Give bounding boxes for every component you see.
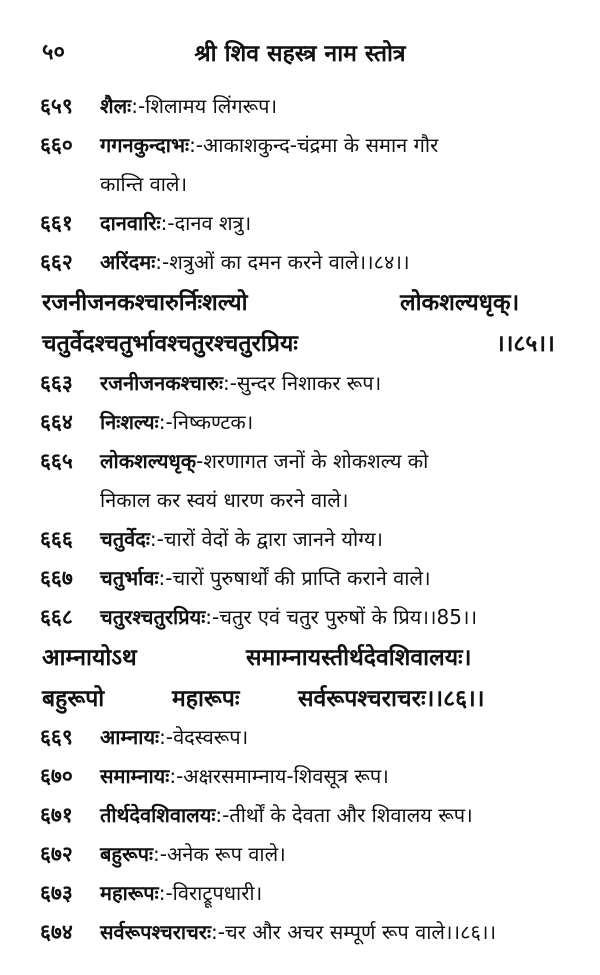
verse-text: रजनीजनकश्चारुर्निःशल्यो (42, 290, 248, 316)
entry-definition: :-चारों वेदों के द्वारा जानने योग्य। (149, 527, 383, 551)
entry-663 (0, 369, 600, 409)
entry-term: गगनकुन्दाभः (100, 133, 190, 157)
entry-term: लोकशल्यधृक् (100, 449, 197, 473)
entry-number: ६६१ (40, 211, 73, 235)
entry-definition: :-चारों पुरुषार्थों की प्राप्ति कराने वाले। (158, 566, 431, 590)
entry-671 (0, 801, 600, 841)
entry-term: आम्नायः (100, 725, 160, 749)
entry-668 (0, 603, 600, 643)
verse-line-3 (0, 640, 600, 680)
verse-text: आम्नायोऽथ (42, 645, 137, 671)
entry-667 (0, 564, 600, 604)
entry-665-continuation (0, 486, 600, 526)
verse-text: सर्वरूपश्चराचरः।।८६।। (298, 686, 485, 712)
entry-term: शैलः (100, 94, 132, 118)
entry-term: चतुर्वेदः (100, 527, 150, 551)
entry-term: बहुरूपः (100, 842, 153, 866)
entry-664 (0, 408, 600, 448)
page-header (0, 36, 600, 66)
verse-text: महारूपः (172, 686, 240, 712)
entry-659 (0, 92, 600, 132)
entry-672 (0, 840, 600, 880)
verse-text: समाम्नायस्तीर्थदेवशिवालयः। (246, 645, 472, 671)
entry-term: तीर्थदेवशिवालयः (100, 803, 216, 827)
entry-term: समाम्नायः (100, 764, 170, 788)
entry-669 (0, 723, 600, 763)
entry-number: ६६६ (40, 527, 73, 551)
entry-number: ६६७ (40, 566, 73, 590)
entry-definition: :-निष्कण्टक। (158, 410, 254, 434)
entry-660 (0, 131, 600, 171)
verse-text: बहुरूपो (42, 686, 105, 712)
entry-term: रजनीजनकश्चारुः (100, 371, 223, 395)
entry-number: ६६९ (40, 725, 73, 749)
entry-661 (0, 209, 600, 249)
page-title: श्री शिव सहस्त्र नाम स्तोत्र (194, 41, 406, 67)
entry-number: ६६८ (40, 605, 73, 629)
entry-number: ६७१ (40, 803, 73, 827)
entry-definition: :-वेदस्वरूप। (159, 725, 249, 749)
verse-line-1 (0, 285, 600, 325)
entry-term: अरिंदमः (100, 250, 156, 274)
entry-definition: :-आकाशकुन्द-चंद्रमा के समान गौर (189, 133, 439, 157)
entry-number: ६७३ (40, 881, 73, 905)
entry-662 (0, 248, 600, 288)
entry-666 (0, 525, 600, 565)
entry-673 (0, 879, 600, 919)
entry-term: निःशल्यः (100, 410, 159, 434)
entry-definition: :-शिलामय लिंगरूप। (131, 94, 278, 118)
entry-definition: -शरणागत जनों के शोकशल्य को (196, 449, 429, 473)
entry-definition-continued: निकाल कर स्वयं धारण करने वाले। (100, 488, 349, 512)
entry-number: ६७४ (40, 920, 73, 944)
entry-definition: :-चर और अचर सम्पूर्ण रूप वाले।।८६।। (211, 920, 497, 944)
entry-number: ६६० (40, 133, 73, 157)
entry-number: ६६५ (40, 449, 73, 473)
entry-number: ६६४ (40, 410, 73, 434)
entry-term: चतुर्भावः (100, 566, 159, 590)
entry-definition: :-अक्षरसमाम्नाय-शिवसूत्र रूप। (169, 764, 389, 788)
verse-text: चतुर्वेदश्चतुर्भावश्चतुरश्चतुरप्रियः (42, 331, 298, 357)
entry-definition: :-अनेक रूप वाले। (152, 842, 286, 866)
verse-number: ।।८५।। (496, 331, 555, 357)
entry-665 (0, 447, 600, 487)
entry-definition: :-दानव शत्रु। (160, 211, 252, 235)
entry-term: सर्वरूपश्चराचरः (100, 920, 212, 944)
entry-660-continuation (0, 170, 600, 210)
entry-definition: :-तीर्थों के देवता और शिवालय रूप। (215, 803, 473, 827)
entry-definition: :-विराट्रूपधारी। (158, 881, 263, 905)
entry-number: ६७० (40, 764, 73, 788)
verse-text: लोकशल्यधृक्। (400, 290, 520, 316)
entry-670 (0, 762, 600, 802)
verse-line-4 (0, 681, 600, 721)
entry-definition: :-शत्रुओं का दमन करने वाले।।८४।। (155, 250, 410, 274)
page-number: ५० (42, 40, 65, 65)
entry-number: ६५९ (40, 94, 73, 118)
entry-number: ६६२ (40, 250, 73, 274)
entry-term: महारूपः (100, 881, 159, 905)
entry-definition-continued: कान्ति वाले। (100, 172, 188, 196)
entry-number: ६७२ (40, 842, 73, 866)
verse-line-2 (0, 326, 600, 366)
entry-674 (0, 918, 600, 958)
entry-term: चतुरश्चतुरप्रियः (100, 605, 206, 629)
entry-term: दानवारिः (100, 211, 161, 235)
entry-definition: :-चतुर एवं चतुर पुरुषों के प्रिय।।85।। (205, 605, 478, 629)
entry-number: ६६३ (40, 371, 73, 395)
entry-definition: :-सुन्दर निशाकर रूप। (222, 371, 382, 395)
